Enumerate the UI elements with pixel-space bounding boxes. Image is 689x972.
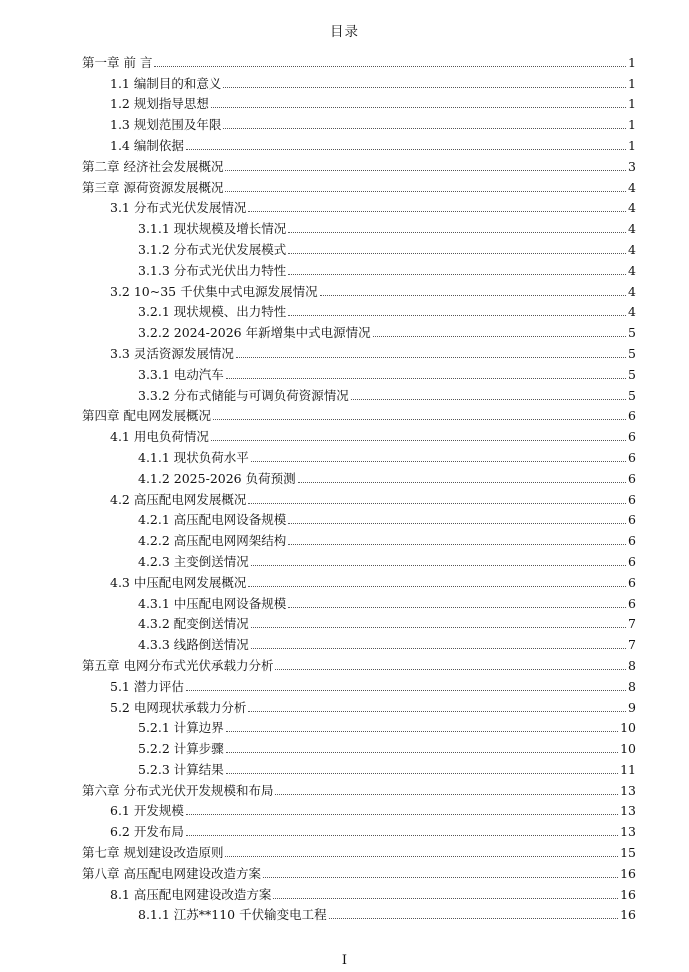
- toc-entry-page: 7: [628, 637, 636, 653]
- toc-entry-label: 4.2.3 主变倒送情况: [138, 553, 249, 569]
- toc-leader-dots: [154, 66, 626, 67]
- toc-leader-dots: [186, 690, 626, 691]
- toc-entry-page: 4: [628, 179, 636, 195]
- toc-leader-dots: [186, 814, 618, 815]
- toc-leader-dots: [248, 711, 626, 712]
- toc-leader-dots: [213, 419, 626, 420]
- toc-entry-page: 16: [620, 886, 636, 902]
- toc-entry-label: 1.3 规划范围及年限: [110, 117, 222, 133]
- toc-entry[interactable]: [82, 777, 636, 798]
- toc-entry-label: 4.3.1 中压配电网设备规模: [138, 595, 287, 611]
- toc-entry-label: 3.2.2 2024-2026 年新增集中式电源情况: [138, 325, 371, 341]
- toc-leader-dots: [275, 669, 626, 670]
- toc-entry-page: 8: [628, 657, 636, 673]
- toc-leader-dots: [288, 253, 626, 254]
- toc-entry[interactable]: [82, 444, 636, 465]
- toc-entry-page: 13: [620, 782, 636, 798]
- toc-entry-page: 5: [628, 366, 636, 382]
- toc-leader-dots: [236, 357, 626, 358]
- toc-entry-label: 8.1 高压配电网建设改造方案: [110, 886, 272, 902]
- toc-entry[interactable]: [82, 756, 636, 777]
- toc-entry-label: 5.2 电网现状承载力分析: [110, 699, 247, 715]
- toc-entry-page: 7: [628, 616, 636, 632]
- toc-leader-dots: [211, 107, 626, 108]
- toc-entry[interactable]: [82, 340, 636, 361]
- toc-entry[interactable]: [82, 299, 636, 320]
- toc-entry[interactable]: [82, 527, 636, 548]
- toc-entry[interactable]: [82, 236, 636, 257]
- toc-entry-page: 6: [628, 512, 636, 528]
- toc-entry[interactable]: [82, 715, 636, 736]
- toc-entry[interactable]: [82, 70, 636, 91]
- toc-entry-label: 4.2 高压配电网发展概况: [110, 491, 247, 507]
- toc-entry-page: 16: [620, 865, 636, 881]
- toc-entry-page: 1: [628, 75, 636, 91]
- toc-entry-page: 15: [620, 845, 636, 861]
- toc-leader-dots: [225, 170, 626, 171]
- toc-entry-label: 第六章 分布式光伏开发规模和布局: [82, 782, 274, 798]
- toc-entry-page: 6: [628, 470, 636, 486]
- toc-entry-page: 5: [628, 387, 636, 403]
- toc-entry[interactable]: [82, 49, 636, 70]
- toc-entry[interactable]: [82, 673, 636, 694]
- toc-leader-dots: [226, 773, 618, 774]
- toc-entry[interactable]: [82, 132, 636, 153]
- toc-entry-label: 3.2 10~35 千伏集中式电源发展情况: [110, 283, 318, 299]
- toc-entry[interactable]: [82, 153, 636, 174]
- toc-entry-label: 4.1.1 现状负荷水平: [138, 449, 249, 465]
- toc-entry-label: 第四章 配电网发展概况: [82, 408, 211, 424]
- toc-entry-page: 1: [628, 117, 636, 133]
- toc-entry-label: 3.1 分布式光伏发展情况: [110, 200, 247, 216]
- toc-entry[interactable]: [82, 319, 636, 340]
- toc-entry-page: 4: [628, 200, 636, 216]
- toc-entry-label: 4.3.3 线路倒送情况: [138, 637, 249, 653]
- toc-entry-page: 4: [628, 241, 636, 257]
- toc-entry[interactable]: [82, 839, 636, 860]
- toc-entry-label: 第二章 经济社会发展概况: [82, 158, 224, 174]
- toc-entry[interactable]: [82, 465, 636, 486]
- toc-entry-label: 3.1.1 现状规模及增长情况: [138, 221, 287, 237]
- toc-entry[interactable]: [82, 694, 636, 715]
- toc-entry[interactable]: [82, 174, 636, 195]
- toc-leader-dots: [288, 232, 626, 233]
- toc-entry-page: 4: [628, 262, 636, 278]
- toc-entry-label: 第一章 前 言: [82, 54, 153, 70]
- toc-entry-page: 10: [620, 741, 636, 757]
- toc-leader-dots: [223, 87, 626, 88]
- toc-leader-dots: [251, 627, 626, 628]
- toc-entry[interactable]: [82, 507, 636, 528]
- toc-entry[interactable]: [82, 860, 636, 881]
- toc-leader-dots: [226, 731, 618, 732]
- toc-entry[interactable]: [82, 486, 636, 507]
- toc-entry-label: 4.3 中压配电网发展概况: [110, 574, 247, 590]
- toc-entry-page: 1: [628, 54, 636, 70]
- toc-entry[interactable]: [82, 631, 636, 652]
- toc-entry[interactable]: [82, 881, 636, 902]
- toc-entry-page: 9: [628, 699, 636, 715]
- toc-entry-page: 6: [628, 533, 636, 549]
- toc-entry-label: 4.2.1 高压配电网设备规模: [138, 512, 287, 528]
- toc-entry-label: 3.2.1 现状规模、出力特性: [138, 304, 287, 320]
- toc-entry-label: 4.2.2 高压配电网网架结构: [138, 533, 287, 549]
- toc-entry-page: 5: [628, 325, 636, 341]
- toc-entry[interactable]: [82, 423, 636, 444]
- toc-entry-page: 1: [628, 137, 636, 153]
- toc-entry[interactable]: [82, 195, 636, 216]
- toc-entry-page: 16: [620, 907, 636, 923]
- toc-entry-page: 6: [628, 574, 636, 590]
- toc-leader-dots: [248, 586, 626, 587]
- toc-entry-page: 8: [628, 678, 636, 694]
- toc-entry-label: 1.4 编制依据: [110, 137, 184, 153]
- toc-entry[interactable]: [82, 735, 636, 756]
- toc-leader-dots: [226, 752, 618, 753]
- toc-entry[interactable]: [82, 278, 636, 299]
- toc-entry-label: 第八章 高压配电网建设改造方案: [82, 865, 261, 881]
- toc-leader-dots: [273, 898, 618, 899]
- toc-entry-page: 6: [628, 408, 636, 424]
- toc-entry-page: 4: [628, 283, 636, 299]
- toc-leader-dots: [186, 835, 618, 836]
- toc-leader-dots: [263, 877, 618, 878]
- toc-entry-page: 13: [620, 824, 636, 840]
- toc-entry-page: 6: [628, 429, 636, 445]
- toc-entry-page: 13: [620, 803, 636, 819]
- toc-leader-dots: [251, 461, 626, 462]
- toc-entry-label: 5.1 潜力评估: [110, 678, 184, 694]
- toc-entry[interactable]: [82, 91, 636, 112]
- toc-entry-page: 10: [620, 720, 636, 736]
- toc-leader-dots: [320, 295, 626, 296]
- toc-entry[interactable]: [82, 902, 636, 923]
- toc-leader-dots: [251, 565, 626, 566]
- toc-entry[interactable]: [82, 611, 636, 632]
- toc-entry-page: 5: [628, 345, 636, 361]
- toc-entry-label: 第七章 规划建设改造原则: [82, 845, 224, 861]
- toc-entry-page: 6: [628, 491, 636, 507]
- toc-entry[interactable]: [82, 590, 636, 611]
- toc-leader-dots: [275, 794, 618, 795]
- toc-entry-page: 3: [628, 158, 636, 174]
- toc-entry[interactable]: [82, 548, 636, 569]
- toc-leader-dots: [226, 378, 626, 379]
- toc-entry[interactable]: [82, 818, 636, 839]
- toc-entry-label: 1.2 规划指导思想: [110, 96, 209, 112]
- toc-entry[interactable]: [82, 403, 636, 424]
- toc-entry[interactable]: [82, 257, 636, 278]
- toc-entry-label: 第三章 源荷资源发展概况: [82, 179, 224, 195]
- toc-leader-dots: [225, 856, 618, 857]
- toc-entry[interactable]: [82, 111, 636, 132]
- toc-entry-page: 1: [628, 96, 636, 112]
- toc-leader-dots: [288, 274, 626, 275]
- toc-leader-dots: [298, 482, 626, 483]
- toc-leader-dots: [225, 191, 626, 192]
- table-of-contents: [82, 49, 636, 922]
- toc-entry-label: 3.3.2 分布式储能与可调负荷资源情况: [138, 387, 349, 403]
- toc-entry-label: 5.2.1 计算边界: [138, 720, 224, 736]
- toc-entry[interactable]: [82, 382, 636, 403]
- toc-leader-dots: [288, 315, 626, 316]
- toc-entry-label: 3.1.2 分布式光伏发展模式: [138, 241, 287, 257]
- toc-entry-label: 8.1.1 江苏**110 千伏输变电工程: [138, 907, 327, 923]
- toc-entry-label: 4.3.2 配变倒送情况: [138, 616, 249, 632]
- toc-entry[interactable]: [82, 215, 636, 236]
- toc-entry-label: 第五章 电网分布式光伏承载力分析: [82, 657, 274, 673]
- toc-leader-dots: [186, 149, 626, 150]
- toc-entry-page: 11: [620, 761, 636, 777]
- toc-entry[interactable]: [82, 361, 636, 382]
- toc-entry-label: 5.2.2 计算步骤: [138, 741, 224, 757]
- toc-entry-page: 4: [628, 304, 636, 320]
- toc-entry-page: 6: [628, 595, 636, 611]
- toc-entry-page: 4: [628, 221, 636, 237]
- toc-entry[interactable]: [82, 569, 636, 590]
- toc-entry[interactable]: [82, 798, 636, 819]
- toc-leader-dots: [211, 440, 626, 441]
- toc-leader-dots: [329, 918, 618, 919]
- toc-entry-label: 6.2 开发布局: [110, 824, 184, 840]
- toc-entry-label: 4.1 用电负荷情况: [110, 429, 209, 445]
- toc-entry-label: 6.1 开发规模: [110, 803, 184, 819]
- toc-entry-label: 3.1.3 分布式光伏出力特性: [138, 262, 287, 278]
- toc-title: 目录: [330, 24, 359, 40]
- toc-leader-dots: [248, 211, 626, 212]
- toc-entry-label: 1.1 编制目的和意义: [110, 75, 222, 91]
- toc-leader-dots: [251, 648, 626, 649]
- page-number-footer: I: [341, 953, 348, 968]
- toc-leader-dots: [248, 503, 626, 504]
- toc-entry-label: 3.3 灵活资源发展情况: [110, 345, 234, 361]
- toc-leader-dots: [288, 523, 626, 524]
- toc-entry-label: 5.2.3 计算结果: [138, 761, 224, 777]
- toc-leader-dots: [288, 607, 626, 608]
- toc-entry-page: 6: [628, 553, 636, 569]
- toc-entry-page: 6: [628, 449, 636, 465]
- toc-entry-label: 4.1.2 2025-2026 负荷预测: [138, 470, 296, 486]
- toc-entry-label: 3.3.1 电动汽车: [138, 366, 224, 382]
- toc-leader-dots: [373, 336, 626, 337]
- toc-entry[interactable]: [82, 652, 636, 673]
- toc-leader-dots: [351, 399, 626, 400]
- toc-leader-dots: [223, 128, 626, 129]
- toc-leader-dots: [288, 544, 626, 545]
